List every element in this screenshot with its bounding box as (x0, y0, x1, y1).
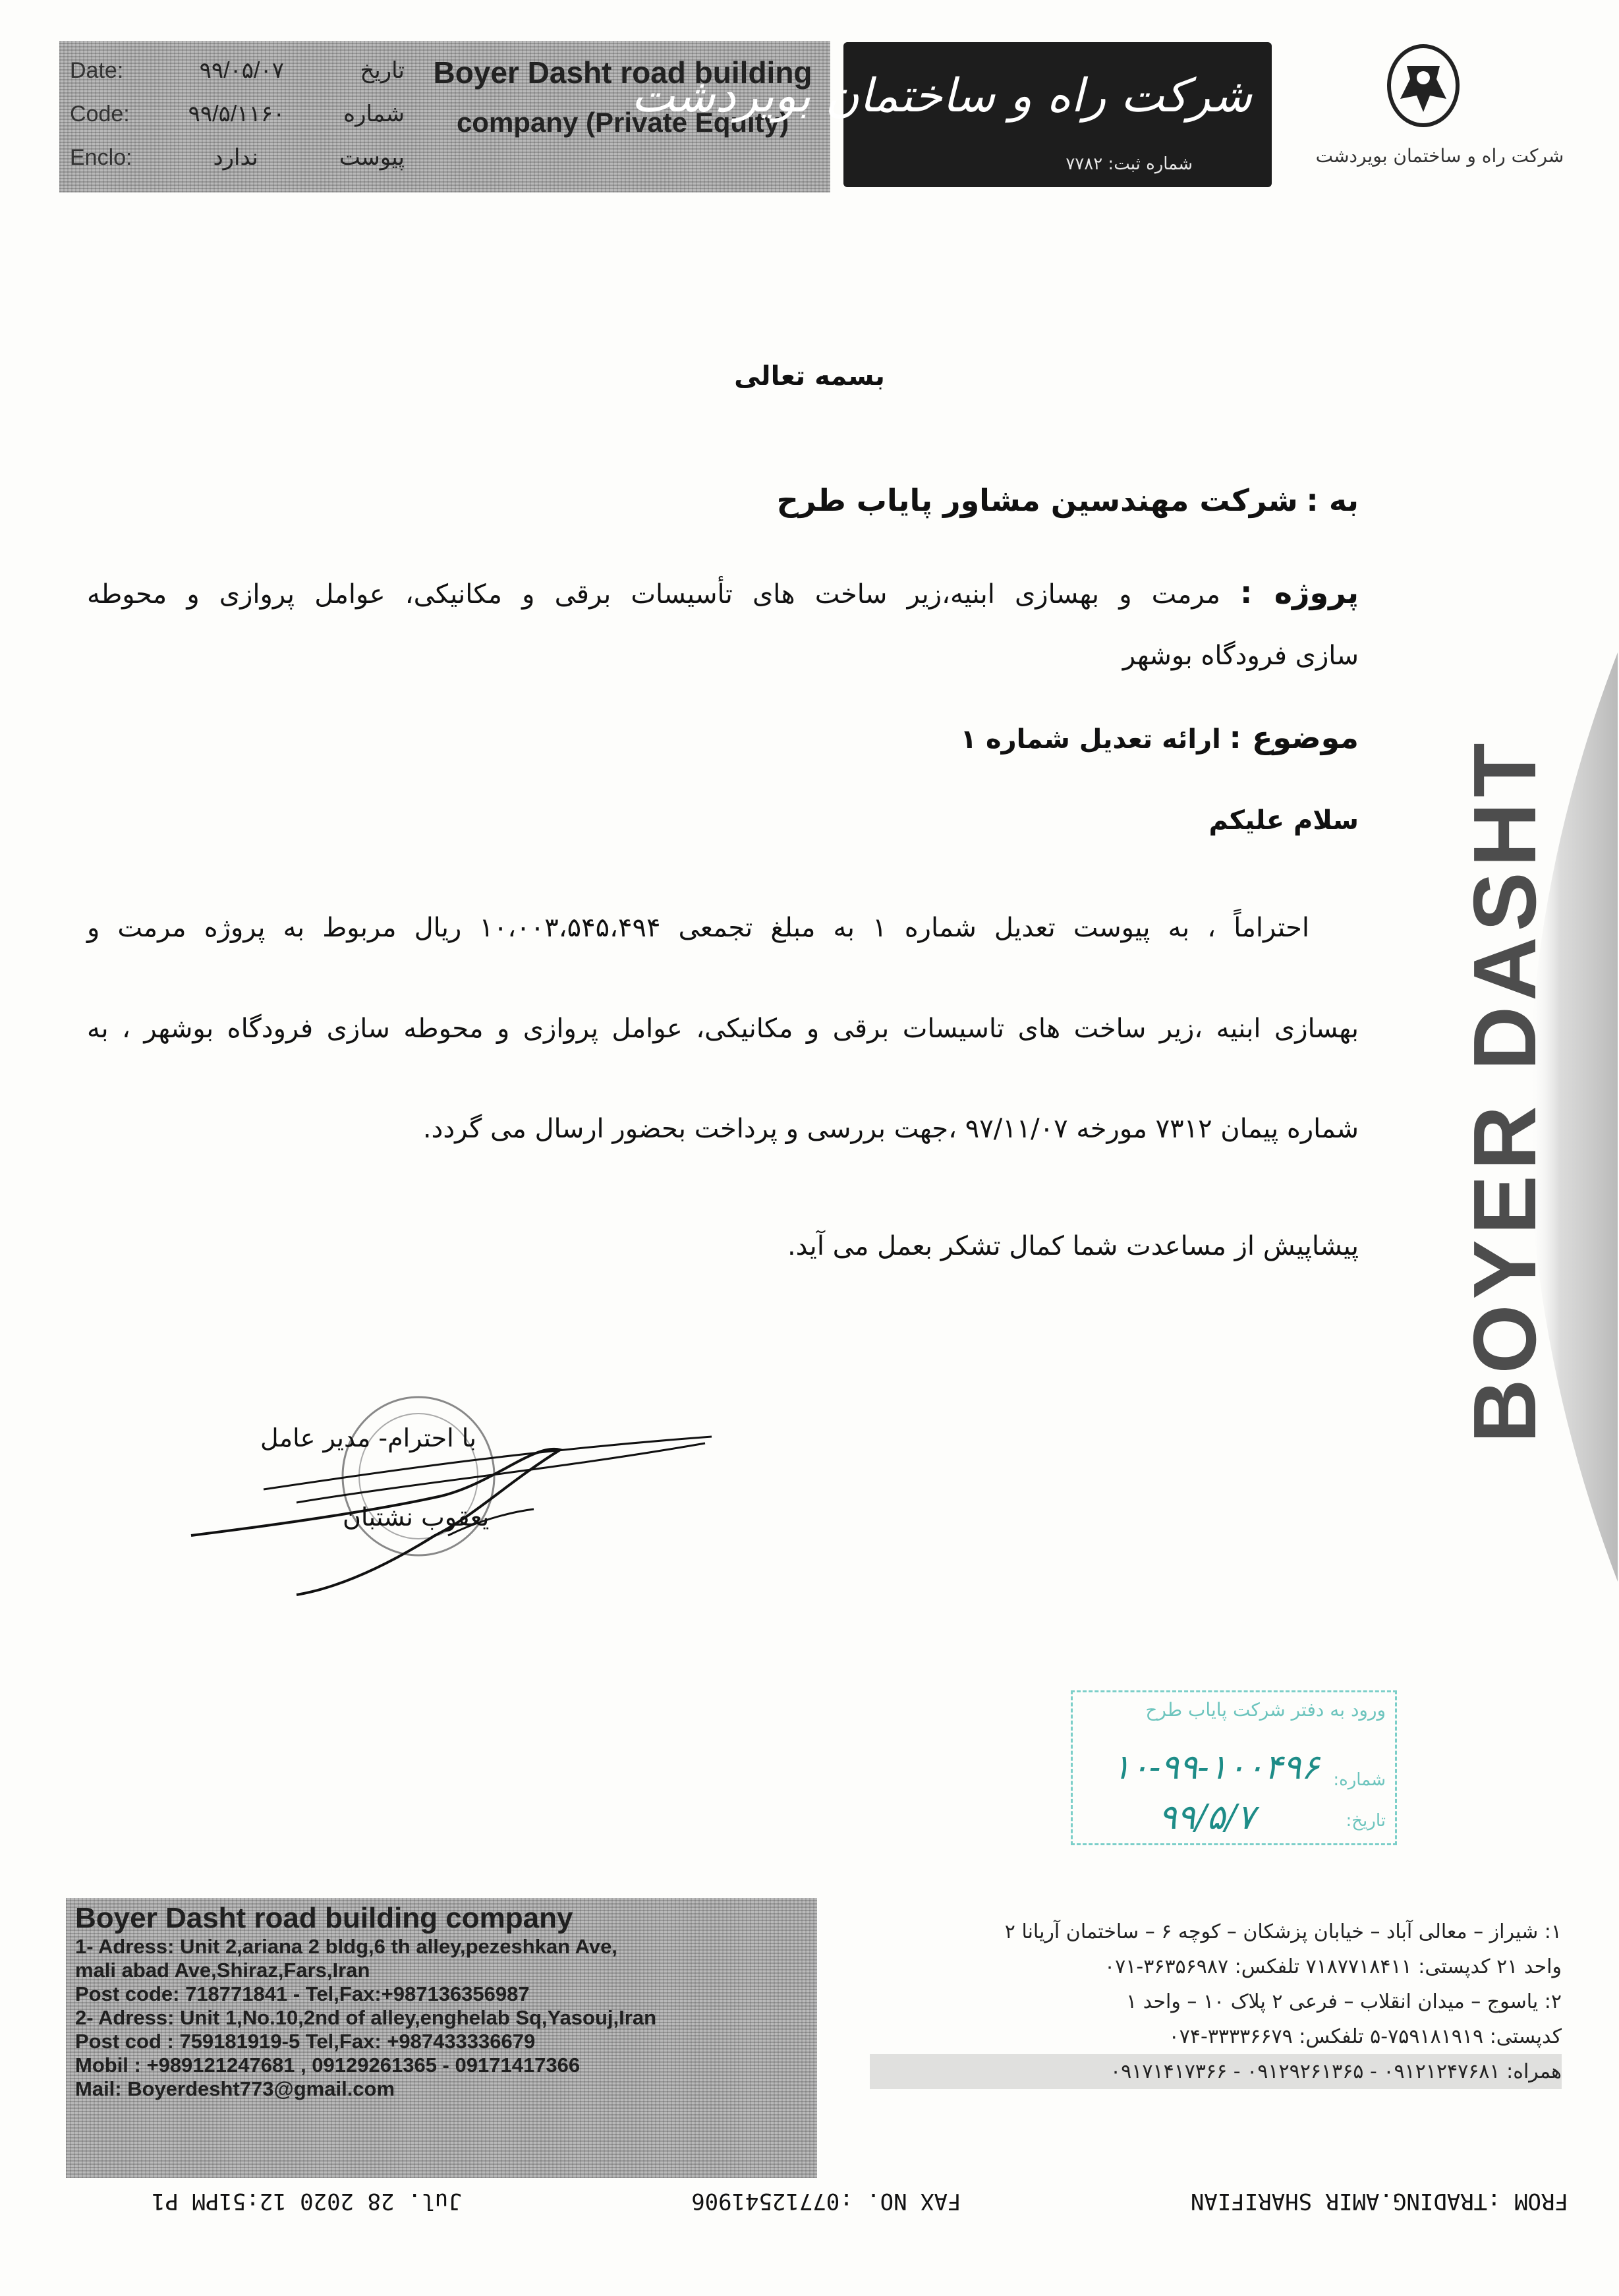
meta-row-code (70, 92, 405, 136)
greeting: سلام علیکم (1208, 805, 1359, 836)
subject-line (961, 720, 1359, 755)
fax-number: FAX NO. :07712541906 (691, 2188, 961, 2214)
meta-row-enclo (70, 136, 405, 179)
footer-en-line: 2- Adress: Unit 1,No.10,2nd of alley,enghelab Sq,Yasouj,Iran (75, 2006, 657, 2029)
receipt-date: ۹۹/۵/۷ (1158, 1798, 1255, 1837)
meta-date-label: Date: (70, 57, 124, 83)
footer-fa-line: واحد ۲۱ کدپستی: ۷۱۸۷۷۱۸۴۱۱ تلفکس: ۳۶۳۵۶۹۸۷-۰۷۱ (1104, 1955, 1562, 1978)
meta-date-fa-label: تاریخ (360, 57, 405, 84)
meta-enclo-label: Enclo: (70, 144, 132, 170)
header-meta (59, 41, 415, 192)
footer-fa-line: ۲: یاسوج – میدان انقلاب – فرعی ۲ پلاک ۱۰ – واحد ۱ (1126, 1990, 1562, 2013)
meta-row-date (70, 49, 405, 92)
fax-time: Jul. 28 2020 12:51PM P1 (152, 2188, 462, 2214)
body-line-1: احتراماً ، به پیوست تعدیل شماره ۱ به مبلغ تجمعی ۱۰،۰۰۳،۵۴۵،۴۹۴ ریال مربوط به پروژه مرمت و (87, 913, 1309, 943)
closing-line: پیشاپیش از مساعدت شما کمال تشکر بعمل می آید. (787, 1231, 1359, 1261)
company-banner (631, 42, 1272, 187)
logo-caption: شرکت راه و ساختمان بویردشت (1315, 145, 1564, 167)
signature-title: با احترام- مدیر عامل (260, 1423, 476, 1452)
meta-code-value: ۹۹/۵/۱۱۶۰ (188, 101, 285, 127)
signature-name: یعقوب نشتبان (343, 1503, 490, 1532)
footer-en-line: mali abad Ave,Shiraz,Fars,Iran (75, 1959, 370, 1982)
registration-number: شماره ثبت: ۷۷۸۲ (1065, 154, 1193, 174)
recipient-label: به : (1306, 482, 1359, 518)
subject-value: ارائه تعدیل شماره ۱ (960, 724, 1221, 755)
receipt-stamp-line1: ورود به دفتر شرکت پایاب طرح (1145, 1699, 1386, 1721)
meta-enclo-fa-label: پیوست (339, 144, 405, 171)
side-stamp (1400, 652, 1618, 1582)
meta-code-label: Code: (70, 101, 130, 127)
company-name-en-line1: Boyer Dasht road building (433, 55, 812, 90)
recipient-value: شرکت مهندسین مشاور پایاب طرح (776, 482, 1298, 518)
footer-en-line: Post code: 718771841 - Tel,Fax:+987136356987 (75, 1982, 530, 2005)
footer-en-line: 1- Adress: Unit 2,ariana 2 bldg,6 th alley,pezeshkan Ave, (75, 1935, 617, 1958)
footer-fa-line: ۱: شیراز – معالی آباد – خیابان پزشکان – کوچه ۶ – ساختمان آریانا ۲ (1004, 1920, 1562, 1943)
basmala: بسمه تعالی (734, 361, 885, 391)
body-line-3: شماره پیمان ۷۳۱۲ مورخه ۹۷/۱۱/۰۷ ،جهت بررسی و پرداخت بحضور ارسال می گردد. (422, 1114, 1359, 1144)
project-label: پروژه : (1240, 575, 1359, 610)
project-line-2: سازی فرودگاه بوشهر (1122, 641, 1359, 671)
meta-code-fa-label: شماره (343, 101, 405, 127)
receipt-number-label: شماره: (1333, 1770, 1386, 1790)
footer-company-name: Boyer Dasht road building company (75, 1902, 573, 1934)
meta-enclo-value: ندارد (213, 144, 258, 171)
footer-fa-line: کدپستی: ۷۵۹۱۸۱۹۱۹-۵ تلفکس: ۳۳۳۳۶۶۷۹-۰۷۴ (1168, 2025, 1562, 2048)
company-emblem-icon (1380, 40, 1466, 132)
subject-label: موضوع : (1229, 720, 1359, 755)
project-text-1: مرمت و بهسازی ابنیه،زیر ساخت های تأسیسات برقی و مکانیکی، عوامل پروازی و محوطه (87, 579, 1220, 610)
footer-fa-line: همراه: ۰۹۱۲۱۲۴۷۶۸۱ - ۰۹۱۲۹۲۶۱۳۶۵ - ۰۹۱۷۱۴۱۷۳۶۶ (870, 2054, 1562, 2089)
side-stamp-text: BOYER DASHT (1455, 737, 1554, 1443)
project-line-1 (87, 575, 1359, 610)
receipt-date-label: تاریخ: (1346, 1811, 1386, 1831)
fax-from: FROM :TRADING.AMIR SHARIFIAN (1190, 2188, 1568, 2214)
company-name-en-line2: company (Private Equity) (456, 107, 789, 138)
meta-date-value: ۹۹/۰۵/۰۷ (199, 58, 285, 83)
company-name-fa: شرکت راه و ساختمان بویردشت (631, 69, 1252, 123)
footer-en-line: Mobil : +989121247681 , 09129261365 - 09171417366 (75, 2053, 581, 2077)
receipt-stamp (1071, 1690, 1397, 1845)
body-line-2: بهسازی ابنیه ،زیر ساخت های تاسیسات برقی و مکانیکی، عوامل پروازی و محوطه سازی فرودگاه بوشهر ، به (87, 1014, 1359, 1044)
footer-email: Mail: Boyerdesht773@gmail.com (75, 2077, 395, 2100)
recipient-line (777, 482, 1359, 518)
footer-address-en (66, 1898, 817, 2178)
footer-en-line: Post cod : 759181919-5 Tel,Fax: +987433336679 (75, 2030, 536, 2053)
fax-header-line (152, 2187, 1568, 2216)
receipt-number: ۱۰-۹۹-۱۰۰۴۹۶ (1112, 1748, 1320, 1787)
signature-stamp (165, 1371, 758, 1621)
footer-address-fa (870, 1914, 1562, 2089)
